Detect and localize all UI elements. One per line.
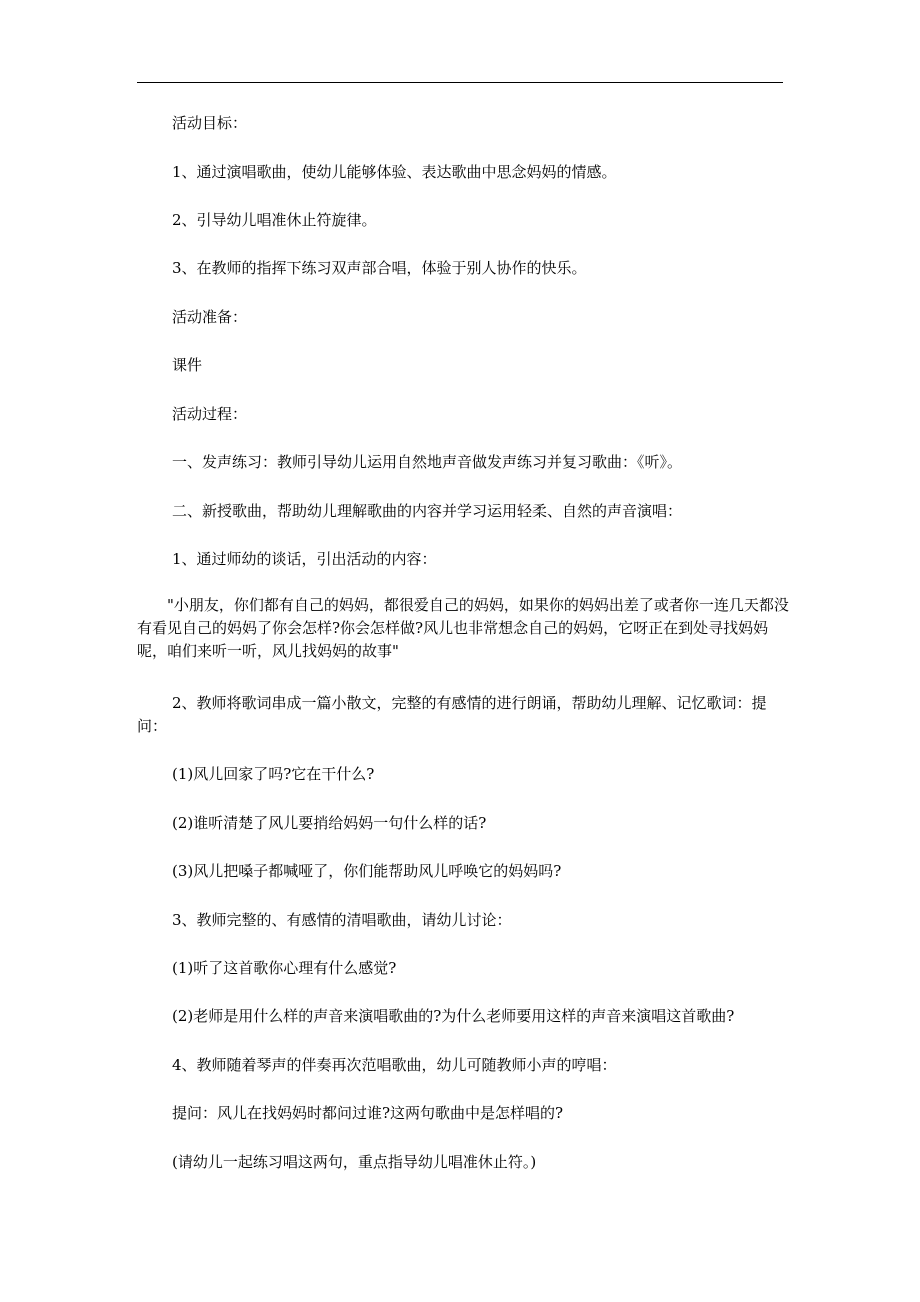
process-substep-4: 4、教师随着琴声的伴奏再次范唱歌曲，幼儿可随教师小声的哼唱： [172, 1056, 617, 1074]
question-3: (3)风儿把嗓子都喊哑了，你们能帮助风儿呼唤它的妈妈吗? [172, 862, 562, 880]
process-substep-3: 3、教师完整的、有感情的清唱歌曲，请幼儿讨论： [172, 911, 512, 929]
process-substep-2: 2、教师将歌词串成一篇小散文，完整的有感情的进行朗诵，帮助幼儿理解、记忆歌词：提问： [137, 694, 767, 735]
process-step-1: 一、发声练习：教师引导幼儿运用自然地声音做发声练习并复习歌曲：《听》。 [172, 453, 683, 471]
header-rule [137, 82, 783, 83]
practice-note: (请幼儿一起练习唱这两句，重点指导幼儿唱准休止符。) [172, 1153, 537, 1171]
follow-up-question: 提问：风儿在找妈妈时都问过谁?这两句歌曲中是怎样唱的? [172, 1104, 564, 1122]
question-2: (2)谁听清楚了风儿要捎给妈妈一句什么样的话? [172, 814, 487, 832]
preparation-item: 课件 [172, 356, 203, 374]
discussion-question-1: (1)听了这首歌你心理有什么感觉? [172, 959, 397, 977]
goal-item-2: 2、引导幼儿唱准休止符旋律。 [172, 211, 377, 229]
section-heading-goals: 活动目标： [172, 114, 248, 132]
goal-item-3: 3、在教师的指挥下练习双声部合唱，体验于别人协作的快乐。 [172, 259, 587, 277]
process-substep-1: 1、通过师幼的谈话，引出活动的内容： [172, 550, 437, 568]
process-step-2: 二、新授歌曲，帮助幼儿理解歌曲的内容并学习运用轻柔、自然的声音演唱： [172, 502, 683, 520]
goal-item-1: 1、通过演唱歌曲，使幼儿能够体验、表达歌曲中思念妈妈的情感。 [172, 163, 617, 181]
question-1: (1)风儿回家了吗?它在干什么? [172, 765, 375, 783]
teacher-dialogue-quote: "小朋友，你们都有自己的妈妈，都很爱自己的妈妈，如果你的妈妈出差了或者你一连几天都没有看见自己的妈妈了你会怎样?你会怎样做?风儿也非常想念自己的妈妈，它呀正在到处寻找妈妈呢，咱们来听一听，风儿找妈妈的故事" [137, 596, 789, 660]
discussion-question-2: (2)老师是用什么样的声音来演唱歌曲的?为什么老师要用这样的声音来演唱这首歌曲? [172, 1007, 735, 1025]
section-heading-process: 活动过程： [172, 405, 248, 423]
section-heading-preparation: 活动准备： [172, 308, 248, 326]
